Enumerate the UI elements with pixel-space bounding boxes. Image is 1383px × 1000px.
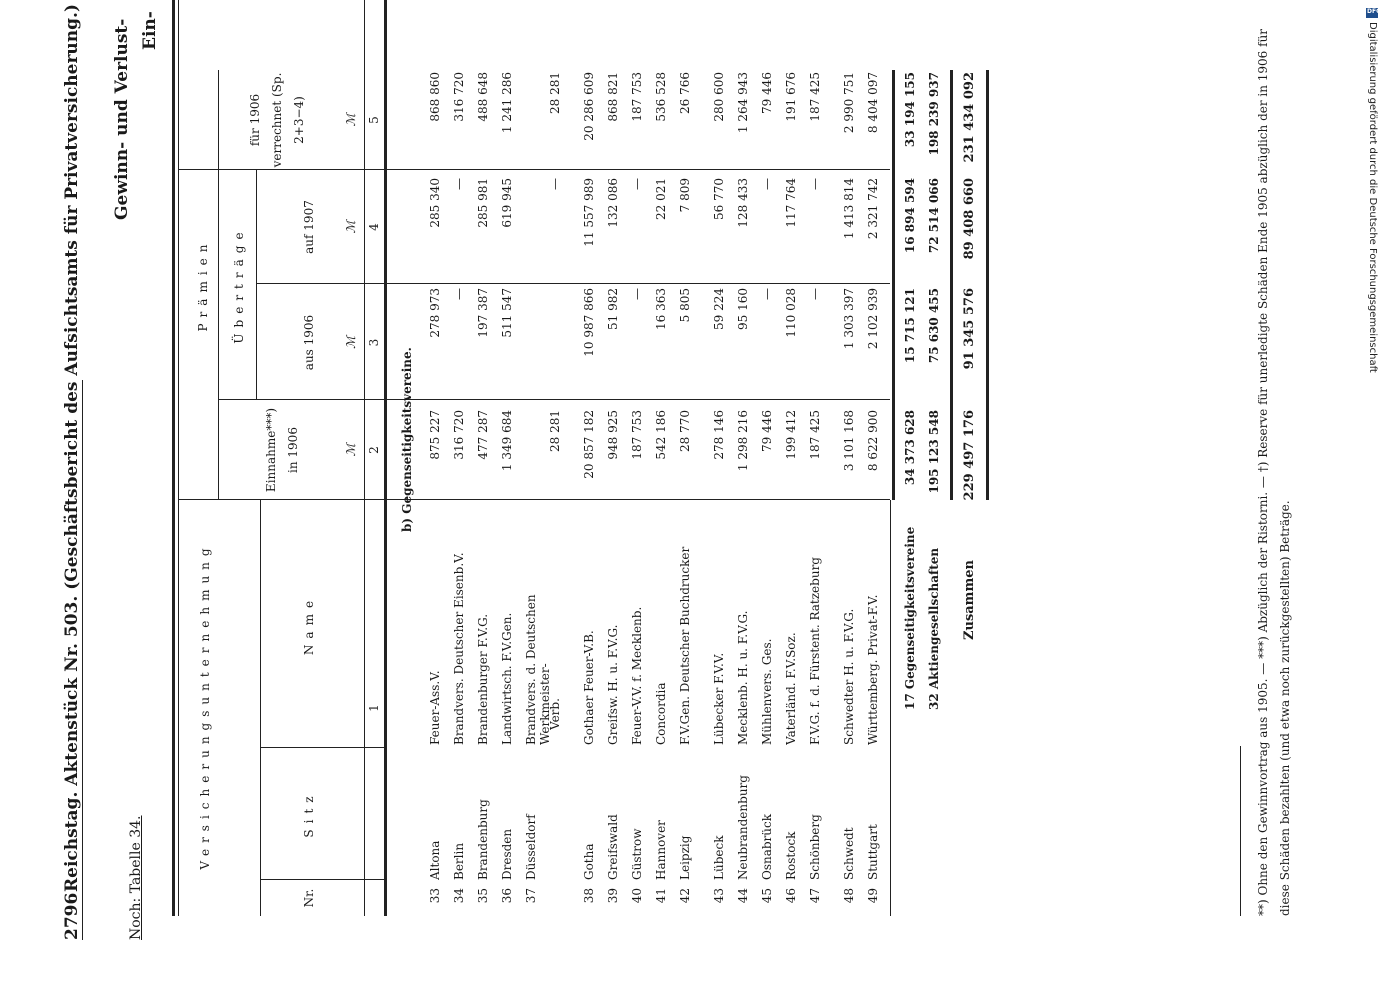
title-underline <box>82 380 83 940</box>
table-row: 44 Neubrandenburg Mecklenb. H. u. F.V.G. 1 298 216 95 160 128 433 1 264 943 <box>736 72 750 904</box>
colnum-4: 4 <box>367 223 381 231</box>
colnum-top-rule <box>364 0 365 916</box>
uebertraege-rule <box>256 170 257 400</box>
page-title: Reichstag. Aktenstück Nr. 503. (Geschäftsbericht des Aufsichtsamts für Privatversicherung.) <box>62 4 82 892</box>
right-title: Gewinn- und Verlust- <box>112 18 132 220</box>
summary-row: 32 Aktiengesellschaften 195 123 548 75 630 455 72 514 066 198 239 937 <box>927 72 941 710</box>
table-subtitle: Noch: Tabelle 34. <box>128 815 144 940</box>
footnote-rule <box>1240 746 1241 916</box>
table-row: 45 Osnabrück Mühlenvers. Ges. 79 446 — — 79 446 <box>760 72 774 904</box>
table-row: 39 Greifswald Greifsw. H. u. F.V.G. 948 925 51 982 132 086 868 821 <box>606 72 620 904</box>
currency-5: ℳ <box>344 113 358 127</box>
right-subtitle: Ein- <box>140 11 160 50</box>
table-row: 48 Schwedt Schwedter H. u. F.V.G. 3 101 168 1 303 397 1 413 814 2 990 751 <box>842 72 856 904</box>
col-name-header: Name <box>302 594 316 656</box>
header-bottom-rule <box>384 0 387 916</box>
table-row: 49 Stuttgart Württemberg. Privat-F.V. 8 622 900 2 102 939 2 321 742 8 404 097 <box>866 72 880 904</box>
table-row: 47 Schönberg F.V.G. f. d. Fürstent. Ratzeburg 187 425 — — 187 425 <box>808 72 822 904</box>
table-row: 36 Dresden Landwirtsch. F.V.Gen. 1 349 684 511 547 619 945 1 241 286 <box>500 72 514 904</box>
col-auf1907-header: auf 1907 <box>302 200 316 254</box>
uebertraege-header: Überträge <box>232 226 246 344</box>
vrule-sitz <box>260 747 384 748</box>
table-row: 43 Lübeck Lübecker F.V.V. 278 146 59 224 56 770 280 600 <box>712 72 726 904</box>
footnote: **) Ohne den Gewinnvortrag aus 1905. — ***) Abzüglich der Ristorni. — †) Reserve für unerledigte Schäden Ende 1905 abzüglich der in 1906 für diese Schäden bezahlten (und etwa noch zurückgestellten) Beträge. <box>1256 28 1292 916</box>
col-aus1906-header: aus 1906 <box>302 314 316 371</box>
page-number: 2796 <box>62 892 82 940</box>
colnum-3: 3 <box>367 338 381 347</box>
col-einnahme-header: Einnahme***) in 1906 <box>264 407 300 493</box>
col-verrechnet-header: für 1906 verrechnet (Sp. 2+3−4) <box>248 72 306 168</box>
summary-bottom-rule <box>950 70 953 500</box>
colnum-5: 5 <box>367 116 381 124</box>
table-row: 35 Brandenburg Brandenburger F.V.G. 477 287 197 387 285 981 488 648 <box>476 72 490 904</box>
body-bottom-rule <box>892 70 895 500</box>
table-row: 46 Rostock Vaterländ. F.V.Soz. 199 412 110 028 117 764 191 676 <box>784 72 798 904</box>
total-row: Zusammen 229 497 176 91 345 576 89 408 660 231 434 092 <box>962 72 977 640</box>
digitization-credit: Digitalisierung gefördert durch die Deutsche Forschungsgemeinschaft <box>1367 22 1378 373</box>
section-label: b) Gegenseitigkeitsvereine. <box>400 347 414 532</box>
colnum-1: 1 <box>367 704 381 712</box>
table-row: 40 Güstrow Feuer-V.V. f. Mecklenb. 187 753 — — 187 753 <box>630 72 644 904</box>
table-top-rule <box>172 0 175 916</box>
col-nr-header: Nr. <box>302 888 316 908</box>
total-bottom-rule <box>986 70 989 500</box>
currency-4: ℳ <box>344 220 358 234</box>
table-row: 33 Altona Feuer-Ass.V. 875 227 278 973 285 340 868 860 <box>428 72 442 904</box>
sitz-rule <box>260 500 261 916</box>
currency-2: ℳ <box>344 443 358 457</box>
praemien-rule <box>218 70 219 500</box>
table-row: 41 Hannover Concordia 542 186 16 363 22 021 536 528 <box>654 72 668 904</box>
dfg-logo: DFG <box>1366 8 1378 18</box>
table-row: 38 Gotha Gothaer Feuer-V.B. 20 857 182 10 987 866 11 557 989 20 286 609 <box>582 72 596 904</box>
table-row: 34 Berlin Brandvers. Deutscher Eisenb.V. 316 720 — — 316 720 <box>452 72 466 904</box>
currency-3: ℳ <box>344 336 358 349</box>
praemien-header: Prämien <box>196 238 210 332</box>
table-row: 37 Düsseldorf Brandvers. d. Deutschen Werkmeister- <box>524 594 552 904</box>
col-sitz-header: Sitz <box>302 790 316 838</box>
vrule-nr <box>260 879 384 880</box>
table-top-rule-2 <box>178 0 179 916</box>
group-header: Versicherungsunternehmung <box>198 542 212 870</box>
table-row: 42 Leipzig F.V.Gen. Deutscher Buchdrucker 28 770 5 805 7 809 26 766 <box>678 72 692 904</box>
summary-row: 17 Gegenseitigkeitsvereine 34 373 628 15 715 121 16 894 594 33 194 155 <box>903 72 917 710</box>
colnum-2: 2 <box>367 446 381 454</box>
body-bottom-rule-left <box>890 500 891 916</box>
table-row: Verb. 28 281 — 28 281 <box>548 72 562 730</box>
